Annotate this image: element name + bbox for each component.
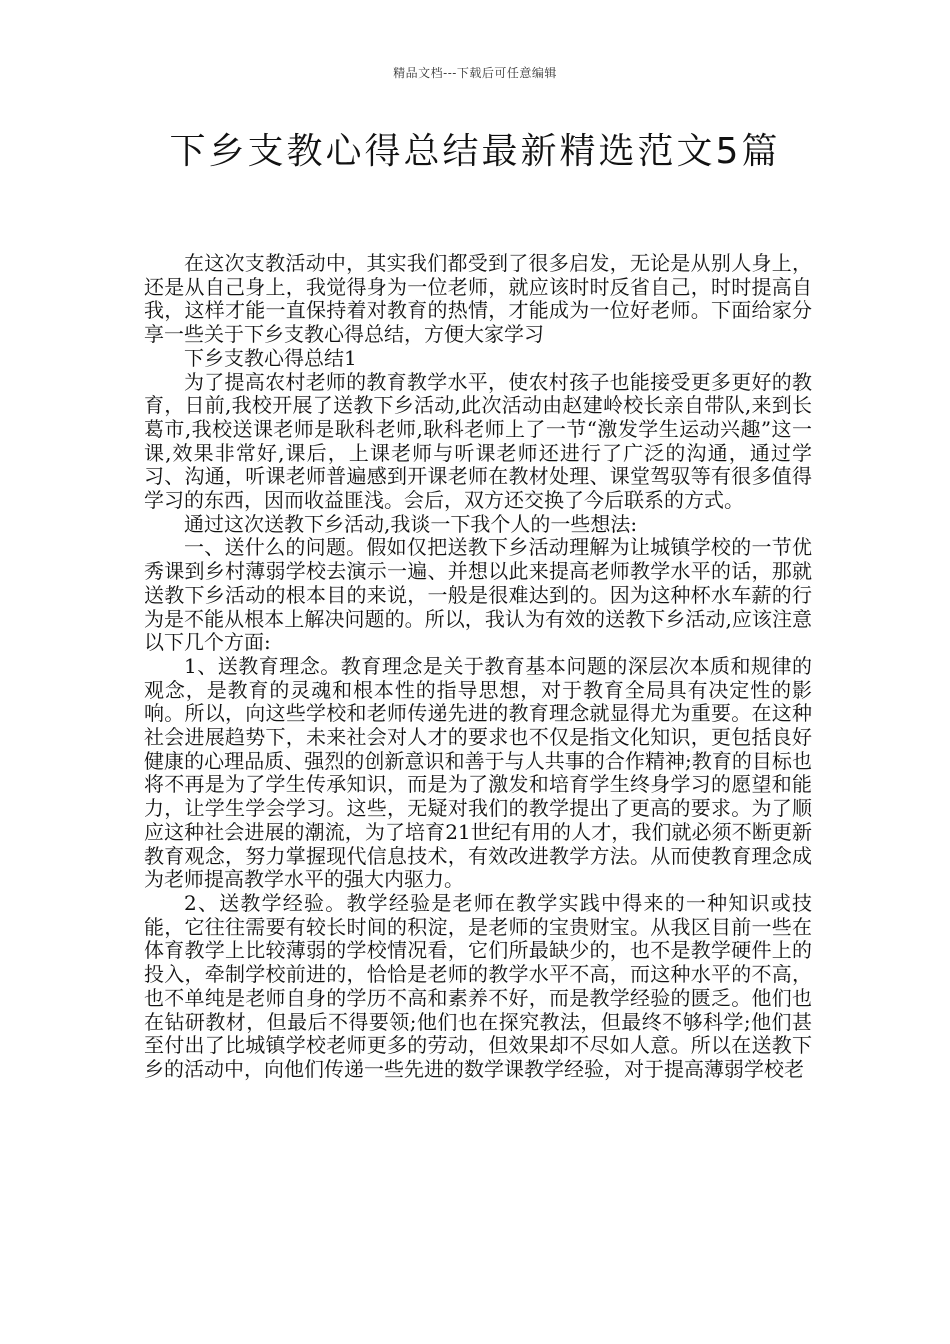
body-paragraph: 2、送教学经验。教学经验是老师在教学实践中得来的一种知识或技能，它往往需要有较长时间的积淀，是老师的宝贵财宝。从我区目前一些在体育教学上比较薄弱的学校情况看，它们所最缺少的，也不是教学硬件上的投入，牵制学校前进的，恰恰是老师的教学水平不高，而这种水平的不高，也不单纯是老师自身的学历不高和素养不好，而是教学经验的匮乏。他们也在钻研教材，但最后不得要领;他们也在探究教法，但最终不够科学;他们甚至付出了比城镇学校老师更多的劳动，但效果却不尽如人意。所以在送教下乡的活动中，向他们传递一些先进的数学课教学经验，对于提高薄弱学校老: [144, 890, 812, 1081]
intro-paragraph: 在这次支教活动中，其实我们都受到了很多启发，无论是从别人身上，还是从自己身上，我觉得身为一位老师，就应该时时反省自己，时时提高自我，这样才能一直保持着对教育的热情，才能成为一位好老师。下面给家分享一些关于下乡支教心得总结，方便大家学习: [144, 251, 812, 347]
document-body: [144, 252, 812, 1082]
page-header-note: 精品文档---下载后可任意编辑: [393, 66, 557, 80]
section-heading: 下乡支教心得总结1: [184, 345, 357, 370]
body-paragraph: 一、送什么的问题。假如仅把送教下乡活动理解为让城镇学校的一节优秀课到乡村薄弱学校去演示一遍、并想以此来提高老师教学水平的话，那就送教下乡活动的根本目的来说，一般是很难达到的。因为这种杯水车薪的行为是不能从根本上解决问题的。所以，我认为有效的送教下乡活动,应该注意以下几个方面:: [144, 535, 812, 655]
body-paragraph: 通过这次送教下乡活动,我谈一下我个人的一些想法:: [184, 511, 638, 536]
body-paragraph: 1、送教育理念。教育理念是关于教育基本问题的深层次本质和规律的观念，是教育的灵魂和根本性的指导思想，对于教育全局具有决定性的影响。所以，向这些学校和老师传递先进的教育理念就显得尤为重要。在这种社会进展趋势下，未来社会对人才的要求也不仅是指文化知识，更包括良好健康的心理品质、强烈的创新意识和善于与人共事的合作精神;教育的目标也将不再是为了学生传承知识，而是为了激发和培育学生终身学习的愿望和能力，让学生学会学习。这些，无疑对我们的教学提出了更高的要求。为了顺应这种社会进展的潮流，为了培育21世纪有用的人才，我们就必须不断更新教育观念，努力掌握现代信息技术，有效改进教学方法。从而使教育理念成为老师提高教学水平的强大内驱力。: [144, 653, 812, 892]
document-title: 下乡支教心得总结最新精选范文5篇: [169, 131, 781, 172]
body-paragraph: 为了提高农村老师的教育教学水平，使农村孩子也能接受更多更好的教育，日前,我校开展了送教下乡活动,此次活动由赵建岭校长亲自带队,来到长葛市,我校送课老师是耿科老师,耿科老师上了一节“激发学生运动兴趣”这一课,效果非常好,课后，上课老师与听课老师还进行了广泛的沟通，通过学习、沟通，听课老师普遍感到开课老师在教材处理、课堂驾驭等有很多值得学习的东西，因而收益匪浅。会后，双方还交换了今后联系的方式。: [144, 369, 812, 513]
